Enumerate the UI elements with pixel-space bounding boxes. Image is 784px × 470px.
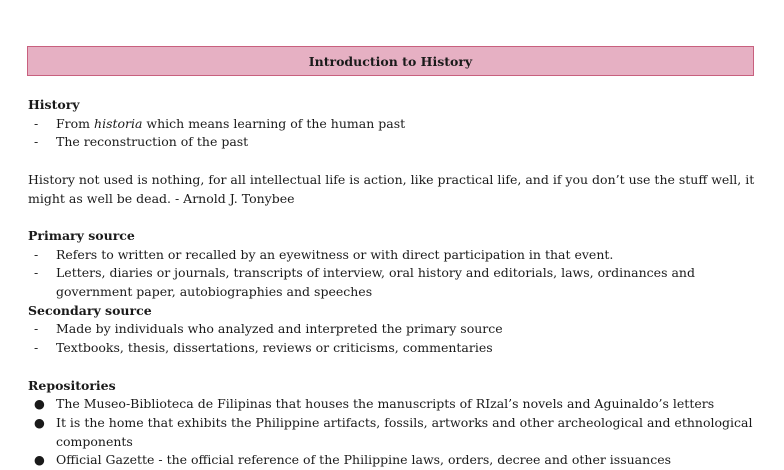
- list-item: [28, 339, 756, 358]
- secondary-source-heading: Secondary source: [28, 302, 152, 318]
- list-item-text: From: [56, 115, 95, 131]
- list-item-text: which means learning of the human past: [142, 115, 406, 131]
- list-item: [28, 414, 756, 451]
- list-item-text: It is the home that exhibits the Philippine artifacts, fossils, artworks and other archeological and ethnological components: [56, 414, 753, 449]
- primary-source-heading: Primary source: [28, 227, 135, 243]
- dash-marker: -: [34, 340, 39, 356]
- list-item: [28, 115, 756, 134]
- document-body: [28, 96, 756, 470]
- list-item: [28, 395, 756, 414]
- title-banner: [27, 46, 754, 76]
- repositories-heading: Repositories: [28, 377, 116, 393]
- quote-paragraph: History not used is nothing, for all intellectual life is action, like practical life, and if you don’t use the stuff well, it might as well be dead. - Arnold J. Tonybee: [28, 171, 755, 206]
- page-title: Introduction to History: [308, 53, 473, 69]
- emphasized-term: historia: [94, 115, 143, 131]
- list-item: [28, 246, 756, 265]
- dash-marker: -: [34, 134, 39, 150]
- bullet-icon: ●: [34, 396, 45, 412]
- bullet-icon: ●: [34, 414, 45, 430]
- bullet-icon: ●: [34, 452, 45, 468]
- list-item-text: The reconstruction of the past: [56, 134, 249, 150]
- list-item: [28, 451, 756, 470]
- list-item: [28, 133, 756, 152]
- dash-marker: -: [34, 115, 39, 131]
- dash-marker: -: [34, 321, 39, 337]
- list-item-text: Textbooks, thesis, dissertations, reviews or criticisms, commentaries: [56, 340, 493, 356]
- list-item-text: Made by individuals who analyzed and interpreted the primary source: [56, 321, 503, 337]
- list-item: [28, 264, 756, 301]
- dash-marker: -: [34, 265, 39, 281]
- list-item: [28, 320, 756, 339]
- list-item-text: Letters, diaries or journals, transcripts of interview, oral history and editorials, laws, ordinances and government paper, autobiographies and speeches: [56, 265, 695, 299]
- list-item-text: The Museo-Biblioteca de Filipinas that houses the manuscripts of RIzal’s novels and Aguinaldo’s letters: [56, 396, 715, 412]
- history-heading: History: [28, 97, 80, 112]
- dash-marker: -: [34, 246, 39, 262]
- list-item-text: Refers to written or recalled by an eyewitness or with direct participation in that event.: [56, 246, 614, 262]
- list-item-text: Official Gazette - the official reference of the Philippine laws, orders, decree and other issuances: [56, 452, 672, 468]
